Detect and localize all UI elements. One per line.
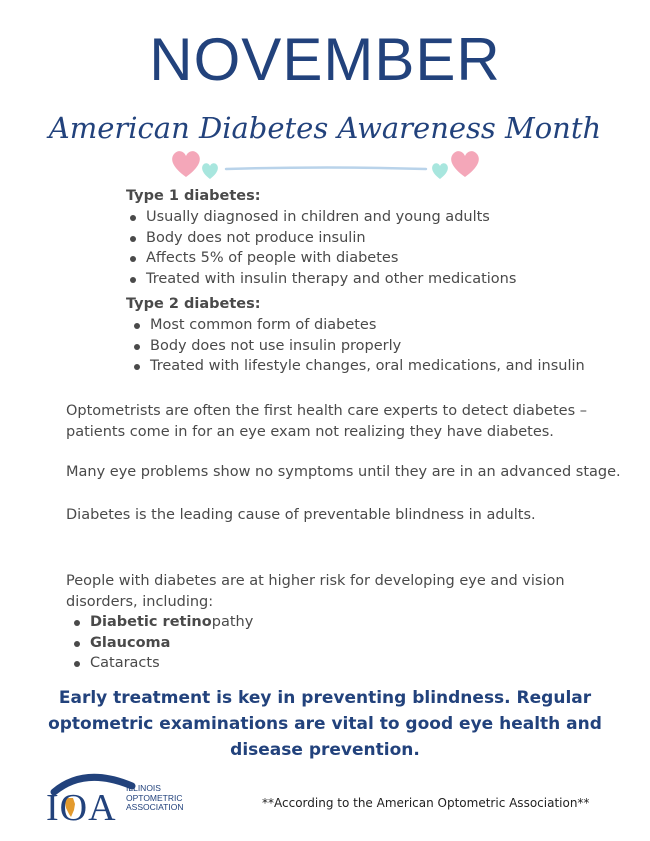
disorder-item-rest: pathy: [211, 614, 254, 630]
page-title: NOVEMBER: [149, 26, 501, 93]
heart-icon-right-pink: [451, 151, 479, 177]
disorder-item: Glaucoma: [70, 633, 253, 654]
disorder-item: [70, 612, 253, 633]
disorder-item: Cataracts: [70, 653, 253, 674]
logo-text: [126, 784, 183, 813]
type1-item: Affects 5% of people with diabetes: [126, 248, 516, 269]
logo-line: ILLINOIS: [126, 783, 161, 793]
type2-item: Treated with lifestyle changes, oral medications, and insulin: [130, 356, 585, 377]
call-to-action: Early treatment is key in preventing blindness. Regular optometric examinations are vital to good eye health and disease prevention.: [48, 688, 602, 760]
disorders-list: [70, 612, 253, 674]
paragraph-risk: People with diabetes are at higher risk for developing eye and vision disorders, including:: [66, 573, 565, 610]
type2-item: Most common form of diabetes: [130, 315, 585, 336]
logo-letters: IOA: [46, 787, 117, 829]
heart-icon-right-mint: [432, 163, 448, 179]
type1-item: Usually diagnosed in children and young adults: [126, 207, 516, 228]
paragraph-detection: Optometrists are often the first health care experts to detect diabetes – patients come in for an eye exam not realizing they have diabetes.: [66, 403, 587, 440]
type2-item: Body does not use insulin properly: [130, 336, 585, 357]
footnote: **According to the American Optometric Association**: [262, 796, 590, 810]
divider-line: [226, 168, 426, 170]
logo-line: OPTOMETRIC: [126, 792, 183, 803]
heart-icon-left-mint: [202, 163, 218, 179]
type2-heading: Type 2 diabetes:: [126, 296, 261, 312]
type1-section: [126, 186, 516, 289]
type2-section: [126, 294, 585, 377]
paragraph-blindness: Diabetes is the leading cause of preventable blindness in adults.: [66, 507, 536, 523]
logo-line: ASSOCIATION: [126, 802, 184, 812]
paragraph-symptoms: Many eye problems show no symptoms until they are in an advanced stage.: [66, 464, 621, 480]
type1-item: Treated with insulin therapy and other medications: [126, 269, 516, 290]
disorder-item-bold: Diabetic retino: [90, 614, 212, 630]
page-subtitle: American Diabetes Awareness Month: [48, 111, 602, 145]
type1-item: Body does not produce insulin: [126, 228, 516, 249]
ioa-logo: [40, 770, 190, 830]
heart-icon-left-pink: [172, 151, 200, 177]
type1-heading: Type 1 diabetes:: [126, 188, 261, 204]
heart-divider: [168, 145, 488, 185]
